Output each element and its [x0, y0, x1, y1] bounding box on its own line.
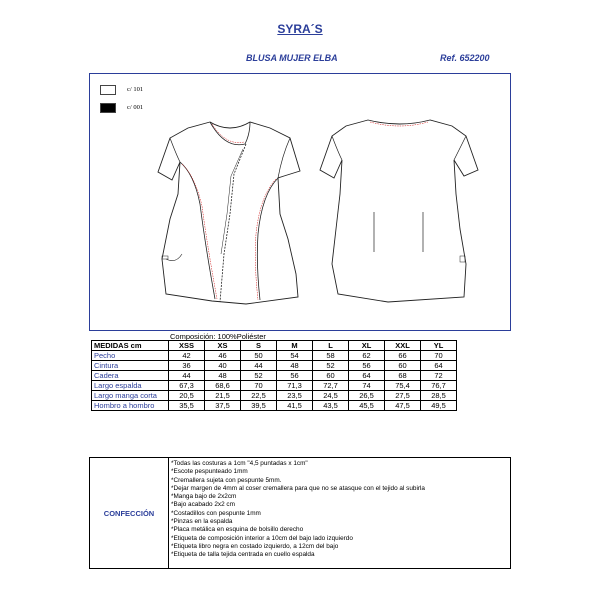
list-item: *Cremallera sujeta con pespunte 5mm.: [171, 476, 282, 484]
cell: 27,5: [385, 391, 421, 401]
cell: 54: [277, 351, 313, 361]
cell: 75,4: [385, 381, 421, 391]
cell: 72,7: [313, 381, 349, 391]
cell: 28,5: [421, 391, 457, 401]
cell: 72: [421, 371, 457, 381]
technical-drawing-frame: [89, 73, 511, 331]
confeccion-box: [89, 457, 511, 569]
cell: 46: [205, 351, 241, 361]
size-header-label: MEDIDAS cm: [92, 341, 169, 351]
cell: 52: [241, 371, 277, 381]
list-item: *Costadillos con pespunte 1mm: [171, 509, 261, 517]
cell: 67,3: [169, 381, 205, 391]
row-label: Cintura: [92, 361, 169, 371]
cell: 76,7: [421, 381, 457, 391]
cell: 68,6: [205, 381, 241, 391]
row-label: Largo espalda: [92, 381, 169, 391]
cell: 44: [241, 361, 277, 371]
swatch-black: [100, 103, 116, 113]
cell: 48: [277, 361, 313, 371]
list-item: *Dejar margen de 4mm al coser cremallera para que no se atasque con el tejido al subirla: [171, 484, 425, 492]
cell: 42: [169, 351, 205, 361]
table-row: [92, 371, 457, 381]
cell: 50: [241, 351, 277, 361]
size-col: S: [241, 341, 277, 351]
size-col: XL: [349, 341, 385, 351]
confeccion-label: CONFECCIÓN: [90, 458, 169, 568]
cell: 48: [205, 371, 241, 381]
size-table: [91, 340, 457, 411]
table-row: [92, 391, 457, 401]
cell: 40: [205, 361, 241, 371]
product-reference: Ref. 652200: [440, 53, 490, 63]
cell: 43,5: [313, 401, 349, 411]
cell: 62: [349, 351, 385, 361]
row-label: Pecho: [92, 351, 169, 361]
list-item: *Manga bajo de 2x2cm: [171, 493, 237, 501]
row-label: Cadera: [92, 371, 169, 381]
list-item: *Etiqueta de talla tejida centrada en cuello espalda: [171, 551, 315, 559]
cell: 71,3: [277, 381, 313, 391]
cell: 70: [241, 381, 277, 391]
cell: 44: [169, 371, 205, 381]
cell: 56: [349, 361, 385, 371]
cell: 22,5: [241, 391, 277, 401]
list-item: *Todas las costuras a 1cm "4,5 puntadas x 1cm": [171, 460, 308, 467]
cell: 47,5: [385, 401, 421, 411]
composition-text: Composición: 100%Poliéster: [170, 332, 266, 341]
cell: 21,5: [205, 391, 241, 401]
size-col: M: [277, 341, 313, 351]
brand-title: SYRA´S: [277, 22, 323, 36]
cell: 74: [349, 381, 385, 391]
list-item: *Etiqueta de composición interior a 10cm del bajo lado izquierdo: [171, 534, 353, 542]
cell: 58: [313, 351, 349, 361]
list-item: *Placa metálica en esquina de bolsillo derecho: [171, 526, 304, 534]
cell: 24,5: [313, 391, 349, 401]
list-item: *Escote pespunteado 1mm: [171, 468, 248, 476]
table-row: [92, 351, 457, 361]
cell: 41,5: [277, 401, 313, 411]
size-col: L: [313, 341, 349, 351]
cell: 20,5: [169, 391, 205, 401]
row-label: Largo manga corta: [92, 391, 169, 401]
swatch-black-label: c/ 001: [127, 104, 144, 111]
size-col: XXL: [385, 341, 421, 351]
cell: 36: [169, 361, 205, 371]
cell: 37,5: [205, 401, 241, 411]
table-row: [92, 381, 457, 391]
cell: 49,5: [421, 401, 457, 411]
cell: 64: [349, 371, 385, 381]
cell: 39,5: [241, 401, 277, 411]
size-col: XS: [205, 341, 241, 351]
cell: 68: [385, 371, 421, 381]
cell: 56: [277, 371, 313, 381]
row-label: Hombro a hombro: [92, 401, 169, 411]
size-col: YL: [421, 341, 457, 351]
cell: 26,5: [349, 391, 385, 401]
swatch-white: [100, 85, 116, 95]
size-header-row: [92, 341, 457, 351]
cell: 66: [385, 351, 421, 361]
list-item: *Etiqueta libro negra en costado izquierdo, a 12cm del bajo: [171, 542, 339, 550]
cell: 45,5: [349, 401, 385, 411]
cell: 35,5: [169, 401, 205, 411]
table-row: [92, 361, 457, 371]
cell: 60: [385, 361, 421, 371]
cell: 52: [313, 361, 349, 371]
swatch-white-label: c/ 101: [127, 86, 144, 93]
cell: 60: [313, 371, 349, 381]
blouse-front-drawing: [150, 114, 310, 329]
blouse-back-drawing: [318, 114, 483, 329]
list-item: *Pinzas en la espalda: [171, 518, 233, 526]
table-row: [92, 401, 457, 411]
cell: 64: [421, 361, 457, 371]
cell: 23,5: [277, 391, 313, 401]
confeccion-list: [171, 460, 425, 560]
list-item: *Bajo acabado 2x2 cm: [171, 501, 235, 509]
cell: 70: [421, 351, 457, 361]
size-col: XSS: [169, 341, 205, 351]
product-name: BLUSA MUJER ELBA: [246, 53, 338, 63]
